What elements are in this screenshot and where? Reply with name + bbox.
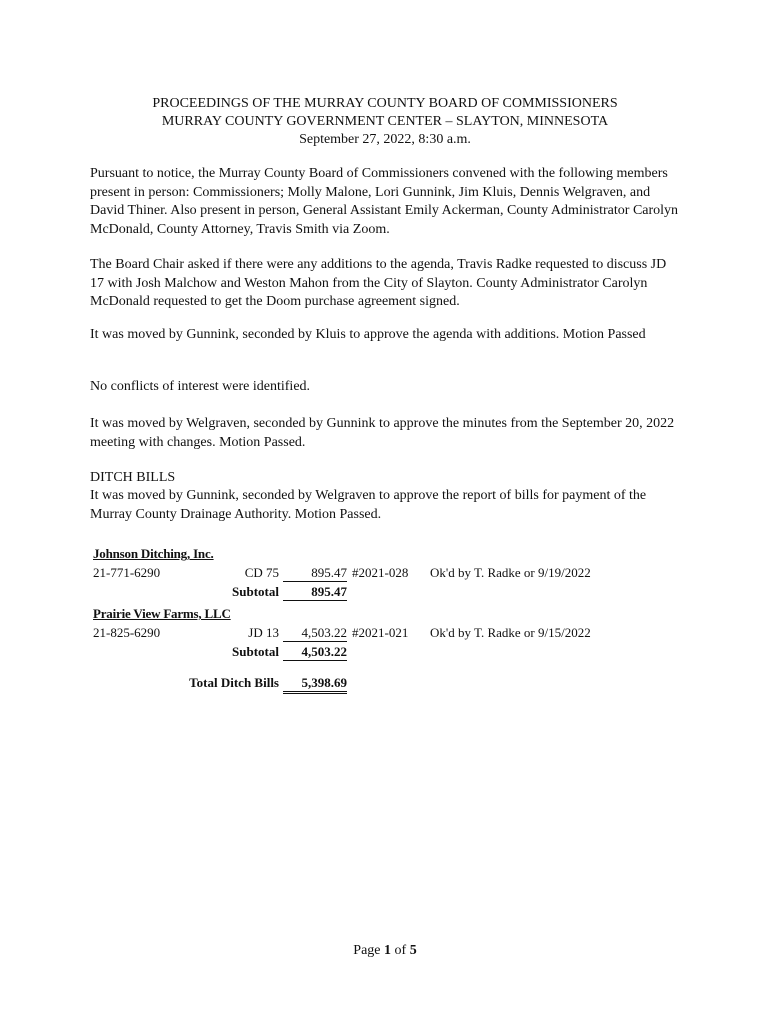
- account-number: 21-771-6290: [93, 565, 161, 580]
- vendor-name: Prairie View Farms, LLC: [93, 606, 231, 621]
- paragraph-agenda-motion: It was moved by Gunnink, seconded by Kluis to approve the agenda with additions. Motion Passed: [90, 327, 646, 342]
- subtotal-amount: 895.47: [283, 584, 347, 601]
- subtotal-amount: 4,503.22: [283, 644, 347, 661]
- paragraph-conflicts: No conflicts of interest were identified.: [90, 379, 311, 394]
- section-heading-ditch-bills: DITCH BILLS: [90, 470, 176, 485]
- bill-amount: 4,503.22: [283, 625, 347, 642]
- bill-amount: 895.47: [283, 565, 347, 582]
- page-number: 1: [384, 943, 392, 958]
- paragraph-ditch-motion: It was moved by Gunnink, seconded by Welgraven to approve the report of bills for payment of the Murray County Drainage Authority. Motion Passed.: [90, 488, 647, 522]
- paragraph-agenda-additions: The Board Chair asked if there were any additions to the agenda, Travis Radke requested to discuss JD 17 with Josh Malchow and Weston Mahon from the City of Slayton. County Administrator Carolyn McDonald requested to get the Doom purchase agreement signed.: [90, 257, 667, 309]
- ditch-code: JD 13: [248, 625, 279, 640]
- total-label: Total Ditch Bills: [189, 675, 279, 690]
- page-of-label: of: [394, 943, 407, 958]
- bill-reference: #2021-021: [352, 625, 409, 640]
- header-location: MURRAY COUNTY GOVERNMENT CENTER – SLAYTON, MINNESOTA: [161, 114, 609, 129]
- document-header: [0, 95, 770, 149]
- approval-note: Ok'd by T. Radke or 9/15/2022: [430, 625, 591, 640]
- page-label: Page: [353, 943, 381, 958]
- total-amount: 5,398.69: [283, 675, 347, 694]
- paragraph-minutes-motion: It was moved by Welgraven, seconded by Gunnink to approve the minutes from the September 20, 2022 meeting with changes. Motion Passed.: [90, 416, 675, 450]
- subtotal-label: Subtotal: [232, 644, 279, 659]
- page-total: 5: [409, 943, 417, 958]
- header-date: September 27, 2022, 8:30 a.m.: [299, 132, 471, 147]
- subtotal-label: Subtotal: [232, 584, 279, 599]
- header-title: PROCEEDINGS OF THE MURRAY COUNTY BOARD OF COMMISSIONERS: [152, 96, 618, 111]
- page-footer: [0, 943, 770, 959]
- bill-reference: #2021-028: [352, 565, 409, 580]
- paragraph-attendance: Pursuant to notice, the Murray County Board of Commissioners convened with the following members present in person: Commissioners; Molly Malone, Lori Gunnink, Jim Kluis, Dennis Welgraven, and David Thiner. Also present in person, General Assistant Emily Ackerman, County Administrator Carolyn McDonald, County Attorney, Travis Smith via Zoom.: [90, 166, 679, 237]
- ditch-code: CD 75: [244, 565, 279, 580]
- vendor-name: Johnson Ditching, Inc.: [93, 546, 214, 561]
- approval-note: Ok'd by T. Radke or 9/19/2022: [430, 565, 591, 580]
- account-number: 21-825-6290: [93, 625, 161, 640]
